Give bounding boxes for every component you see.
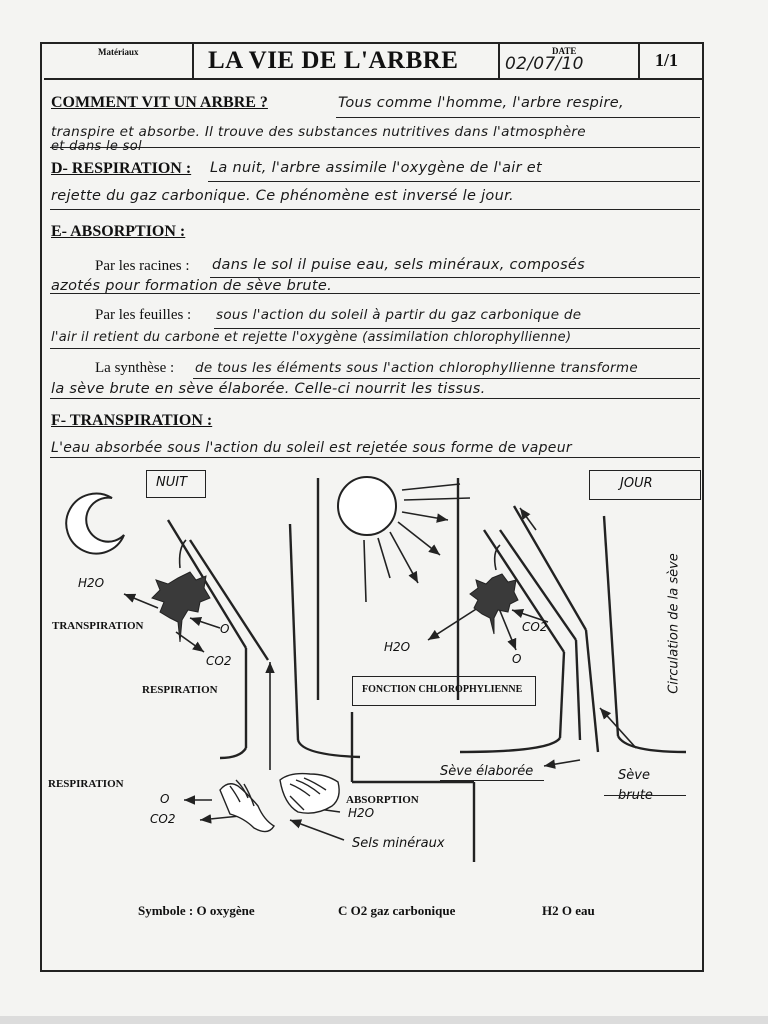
answer-rule	[214, 328, 700, 329]
respiration-heading: D- RESPIRATION :	[51, 160, 192, 177]
o-left-label: O	[220, 622, 230, 636]
answer-rule	[193, 378, 700, 379]
answer-rule	[208, 181, 700, 182]
materials-label: Matériaux	[98, 47, 139, 57]
o-bottom-label: O	[160, 792, 170, 806]
h2o-right-label: H2O	[384, 640, 411, 654]
answer-rule	[604, 795, 686, 796]
leaves-label: Par les feuilles :	[95, 307, 192, 323]
day-label: JOUR	[620, 476, 653, 491]
respiration-label-2: RESPIRATION	[48, 778, 124, 790]
synthesis-line2: la sève brute en sève élaborée. Celle-ci nourrit les tissus.	[51, 381, 486, 397]
h2o-left-label: H2O	[78, 576, 105, 590]
synthesis-label: La synthèse :	[95, 360, 175, 376]
transpiration-label: TRANSPIRATION	[52, 620, 144, 632]
circulation-label: Circulation de la sève	[666, 553, 682, 694]
o-right-label: O	[512, 652, 522, 666]
symbol-water: H2 O eau	[542, 903, 595, 918]
co2-bottom-label: CO2	[150, 812, 176, 826]
page-number: 1/1	[655, 50, 679, 70]
intro-answer-line3: et dans le sol	[51, 139, 142, 154]
absorption-heading: E- ABSORPTION :	[51, 223, 186, 240]
seve-elaboree-label: Sève élaborée	[440, 764, 534, 779]
absorption-label: ABSORPTION	[346, 794, 419, 806]
transpiration-heading: F- TRANSPIRATION :	[51, 412, 213, 429]
synthesis-line1: de tous les éléments sous l'action chlorophyllienne transforme	[195, 360, 638, 376]
answer-rule	[336, 117, 700, 118]
symbol-co2: C O2 gaz carbonique	[338, 903, 456, 918]
seve-brute-label-1: Sève	[618, 768, 650, 783]
respiration-label-1: RESPIRATION	[142, 684, 218, 696]
symbol-oxygen: Symbole : O oxygène	[138, 903, 255, 918]
respiration-line1: La nuit, l'arbre assimile l'oxygène de l'air et	[210, 160, 543, 176]
answer-rule	[50, 348, 700, 349]
co2-left-label: CO2	[206, 654, 232, 668]
roots-line2: azotés pour formation de sève brute.	[51, 278, 332, 294]
intro-answer-line2: transpire et absorbe. Il trouve des substances nutritives dans l'atmosphère	[51, 124, 586, 140]
page-title: LA VIE DE L'ARBRE	[208, 47, 459, 74]
answer-rule	[50, 147, 700, 148]
answer-rule	[50, 293, 700, 294]
scan-edge	[0, 1016, 768, 1024]
respiration-line2: rejette du gaz carbonique. Ce phénomène est inversé le jour.	[51, 188, 514, 204]
fonction-label: FONCTION CHLOROPHYLIENNE	[362, 684, 523, 695]
intro-question: COMMENT VIT UN ARBRE ?	[51, 94, 268, 111]
leaves-line2: l'air il retient du carbone et rejette l'oxygène (assimilation chlorophyllienne)	[51, 330, 572, 345]
date-value: 02/07/10	[505, 54, 584, 74]
intro-answer-line1: Tous comme l'homme, l'arbre respire,	[338, 95, 624, 111]
night-label: NUIT	[156, 475, 188, 490]
sels-mineraux-label: Sels minéraux	[352, 836, 445, 851]
seve-brute-label-2: brute	[618, 788, 653, 803]
roots-label: Par les racines :	[95, 258, 190, 274]
leaves-line1: sous l'action du soleil à partir du gaz carbonique de	[216, 307, 582, 323]
transpiration-line1: L'eau absorbée sous l'action du soleil est rejetée sous forme de vapeur	[51, 440, 572, 456]
roots-line1: dans le sol il puise eau, sels minéraux, composés	[212, 257, 585, 273]
co2-right-label: CO2	[522, 620, 548, 634]
answer-rule	[50, 457, 700, 458]
answer-rule	[50, 209, 700, 210]
answer-rule	[440, 780, 544, 781]
answer-rule	[50, 398, 700, 399]
date-label: DATE	[552, 46, 577, 56]
h2o-bottom-label: H2O	[348, 806, 375, 820]
